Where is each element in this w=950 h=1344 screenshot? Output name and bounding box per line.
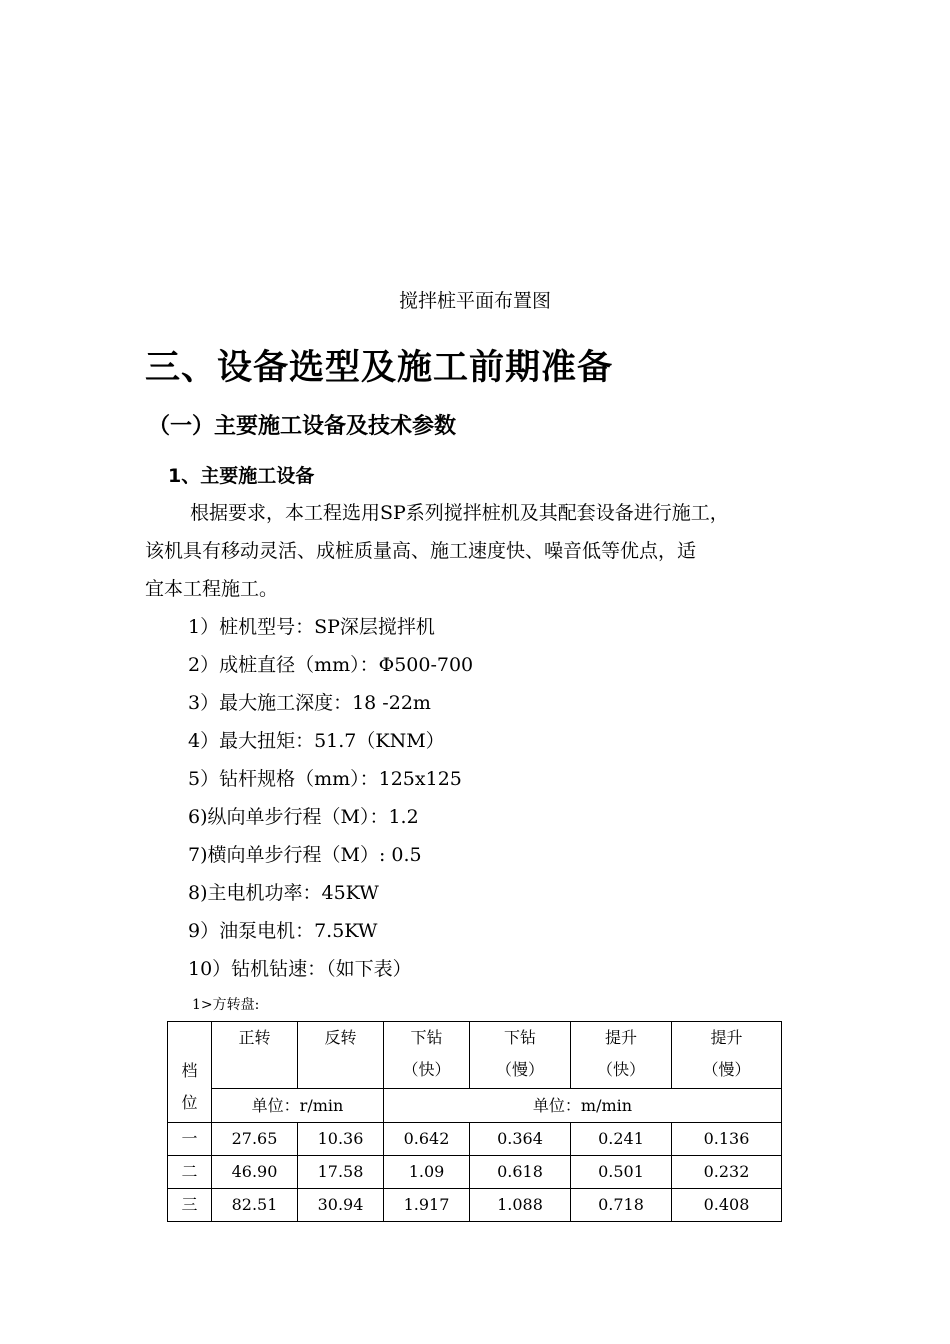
unit-rpm: 单位：r/min bbox=[212, 1089, 384, 1123]
value-cell: 10.36 bbox=[298, 1123, 384, 1156]
spec-item: 7)横向单步行程（M）: 0.5 bbox=[188, 844, 422, 866]
table-row bbox=[168, 1189, 782, 1222]
section-title: 三、设备选型及施工前期准备 bbox=[145, 348, 614, 388]
subsection-title: （一）主要施工设备及技术参数 bbox=[148, 414, 457, 439]
intro-line-1: 根据要求，本工程选用SP系列搅拌桩机及其配套设备进行施工， bbox=[190, 502, 729, 524]
gear-cell: 三 bbox=[168, 1189, 212, 1222]
gear-header-cell bbox=[168, 1022, 212, 1123]
gear-header-line-2: 位 bbox=[181, 1093, 198, 1112]
gear-cell: 一 bbox=[168, 1123, 212, 1156]
col-header-down-fast: 下钻 （快） bbox=[384, 1022, 470, 1089]
spec-item: 1）桩机型号：SP深层搅拌机 bbox=[188, 616, 435, 638]
col-header-down-slow: 下钻 （慢） bbox=[470, 1022, 571, 1089]
spec-item: 3）最大施工深度：18 -22m bbox=[188, 692, 431, 714]
gear-cell: 二 bbox=[168, 1156, 212, 1189]
value-cell: 0.718 bbox=[571, 1189, 672, 1222]
col-header-up-fast: 提升 （快） bbox=[571, 1022, 672, 1089]
value-cell: 30.94 bbox=[298, 1189, 384, 1222]
col-header-up-slow: 提升 （慢） bbox=[672, 1022, 782, 1089]
table-row bbox=[168, 1123, 782, 1156]
col-header-forward: 正转 bbox=[212, 1022, 298, 1089]
table-label: 1>方转盘: bbox=[192, 997, 260, 1013]
spec-item: 9）油泵电机：7.5KW bbox=[188, 920, 378, 942]
value-cell: 0.241 bbox=[571, 1123, 672, 1156]
value-cell: 0.642 bbox=[384, 1123, 470, 1156]
value-cell: 0.136 bbox=[672, 1123, 782, 1156]
value-cell: 46.90 bbox=[212, 1156, 298, 1189]
spec-item: 6)纵向单步行程（M）：1.2 bbox=[188, 806, 419, 828]
intro-line-3: 宜本工程施工。 bbox=[145, 578, 279, 600]
spec-item: 8)主电机功率：45KW bbox=[188, 882, 379, 904]
table-row bbox=[168, 1156, 782, 1189]
figure-caption: 搅拌桩平面布置图 bbox=[398, 290, 551, 312]
spec-item: 2）成桩直径（mm）：Φ500-700 bbox=[188, 654, 474, 676]
value-cell: 82.51 bbox=[212, 1189, 298, 1222]
spec-item: 5）钻杆规格（mm）：125x125 bbox=[188, 768, 462, 790]
value-cell: 17.58 bbox=[298, 1156, 384, 1189]
value-cell: 0.501 bbox=[571, 1156, 672, 1189]
col-header-reverse: 反转 bbox=[298, 1022, 384, 1089]
intro-line-2: 该机具有移动灵活、成桩质量高、施工速度快、噪音低等优点，适 bbox=[145, 540, 697, 562]
spec-item: 10）钻机钻速：（如下表） bbox=[188, 958, 412, 980]
value-cell: 0.364 bbox=[470, 1123, 571, 1156]
gear-header-line-1: 档 bbox=[181, 1061, 198, 1080]
value-cell: 1.088 bbox=[470, 1189, 571, 1222]
spec-item: 4）最大扭矩：51.7（KNM） bbox=[188, 730, 445, 752]
value-cell: 0.408 bbox=[672, 1189, 782, 1222]
sub-heading: 1、主要施工设备 bbox=[168, 465, 315, 487]
value-cell: 0.232 bbox=[672, 1156, 782, 1189]
value-cell: 27.65 bbox=[212, 1123, 298, 1156]
value-cell: 0.618 bbox=[470, 1156, 571, 1189]
unit-speed: 单位：m/min bbox=[384, 1089, 782, 1123]
drill-speed-table bbox=[167, 1021, 782, 1222]
value-cell: 1.917 bbox=[384, 1189, 470, 1222]
value-cell: 1.09 bbox=[384, 1156, 470, 1189]
